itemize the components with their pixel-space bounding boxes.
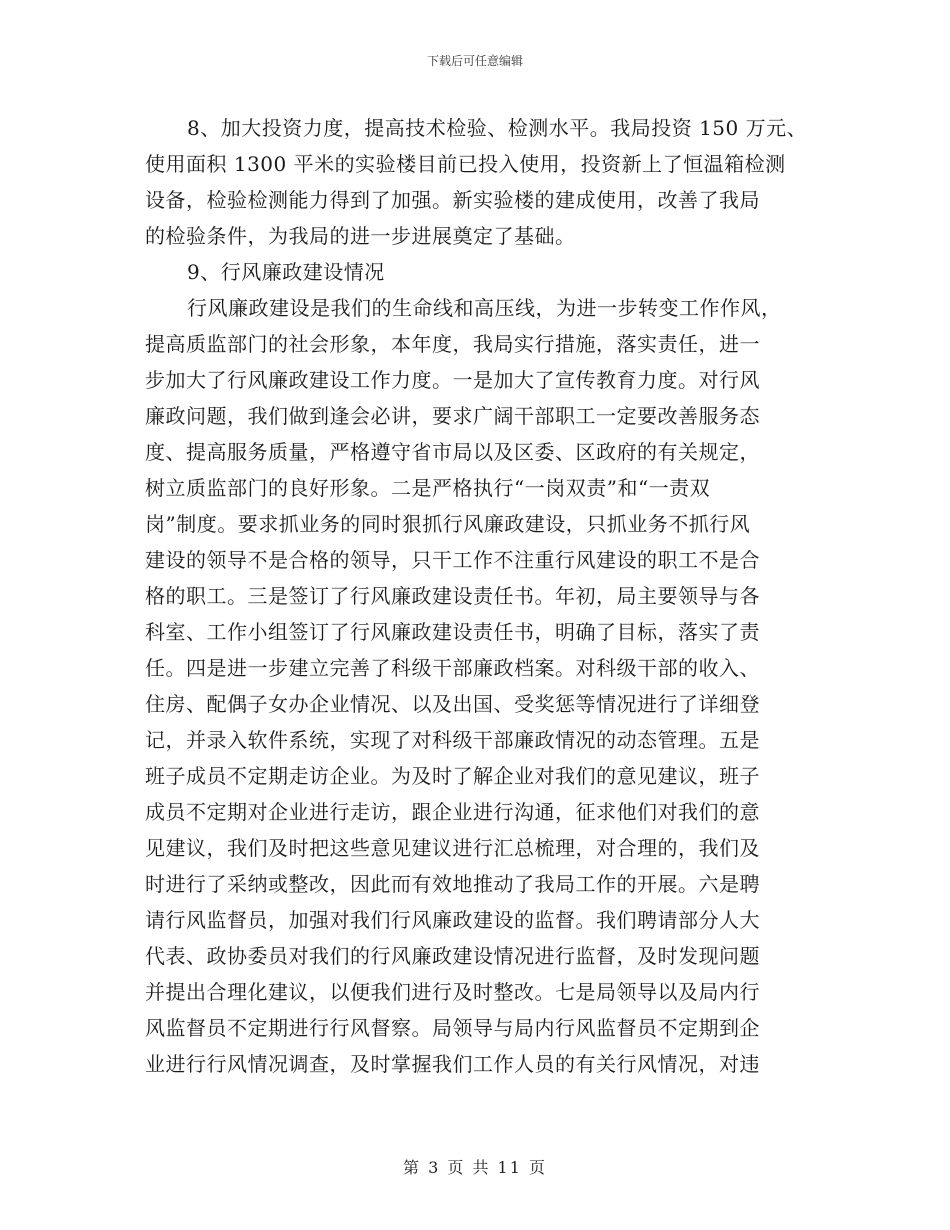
paragraph-line: 提高质监部门的社会形象，本年度，我局实行措施，落实责任，进一 xyxy=(145,332,760,356)
section-heading: 9、行风廉政建设情况 xyxy=(187,260,385,284)
paragraph-line: 并提出合理化建议，以便我们进行及时整改。七是局领导以及局内行 xyxy=(145,980,760,1004)
paragraph-line: 住房、配偶子女办企业情况、以及出国、受奖惩等情况进行了详细登 xyxy=(145,692,760,716)
paragraph-line: 步加大了行风廉政建设工作力度。一是加大了宣传教育力度。对行风 xyxy=(145,368,760,392)
paragraph-line: 请行风监督员，加强对我们行风廉政建设的监督。我们聘请部分人大 xyxy=(145,908,760,932)
paragraph-line: 业进行行风情况调查，及时掌握我们工作人员的有关行风情况，对违 xyxy=(145,1052,760,1076)
paragraph-line: 任。四是进一步建立完善了科级干部廉政档案。对科级干部的收入、 xyxy=(145,656,760,680)
paragraph-line: 使用面积 1300 平米的实验楼目前已投入使用，投资新上了恒温箱检测 xyxy=(145,152,786,176)
paragraph-line: 班子成员不定期走访企业。为及时了解企业对我们的意见建议，班子 xyxy=(145,764,760,788)
paragraph-line: 的检验条件，为我局的进一步进展奠定了基础。 xyxy=(145,224,576,248)
paragraph-line: 格的职工。三是签订了行风廉政建设责任书。年初，局主要领导与各 xyxy=(145,584,760,608)
paragraph-line: 度、提高服务质量，严格遵守省市局以及区委、区政府的有关规定， xyxy=(145,440,760,464)
paragraph-line: 科室、工作小组签订了行风廉政建设责任书，明确了目标，落实了责 xyxy=(145,620,760,644)
document-body xyxy=(145,110,815,1082)
paragraph-line: 岗”制度。要求抓业务的同时狠抓行风廉政建设，只抓业务不抓行风 xyxy=(145,512,751,536)
paragraph-line: 树立质监部门的良好形象。二是严格执行“一岗双责”和“一责双 xyxy=(145,476,711,500)
page-footer: 第 3 页 共 11 页 xyxy=(403,1158,547,1177)
paragraph-line: 廉政问题，我们做到逢会必讲，要求广阔干部职工一定要改善服务态 xyxy=(145,404,760,428)
paragraph-line: 风监督员不定期进行行风督察。局领导与局内行风监督员不定期到企 xyxy=(145,1016,760,1040)
paragraph-line: 时进行了采纳或整改，因此而有效地推动了我局工作的开展。六是聘 xyxy=(145,872,760,896)
paragraph-line: 8、加大投资力度，提高技术检验、检测水平。我局投资 150 万元、 xyxy=(187,116,808,140)
page-header: 下载后可任意编辑 xyxy=(426,54,523,68)
paragraph-line: 见建议，我们及时把这些意见建议进行汇总梳理，对合理的，我们及 xyxy=(145,836,760,860)
paragraph-line: 代表、政协委员对我们的行风廉政建设情况进行监督，及时发现问题 xyxy=(145,944,760,968)
paragraph-line: 行风廉政建设是我们的生命线和高压线，为进一步转变工作作风， xyxy=(187,296,782,320)
paragraph-line: 记，并录入软件系统，实现了对科级干部廉政情况的动态管理。五是 xyxy=(145,728,760,752)
paragraph-line: 建设的领导不是合格的领导，只干工作不注重行风建设的职工不是合 xyxy=(145,548,760,572)
paragraph-line: 设备，检验检测能力得到了加强。新实验楼的建成使用，改善了我局 xyxy=(145,188,760,212)
paragraph-line: 成员不定期对企业进行走访，跟企业进行沟通，征求他们对我们的意 xyxy=(145,800,760,824)
